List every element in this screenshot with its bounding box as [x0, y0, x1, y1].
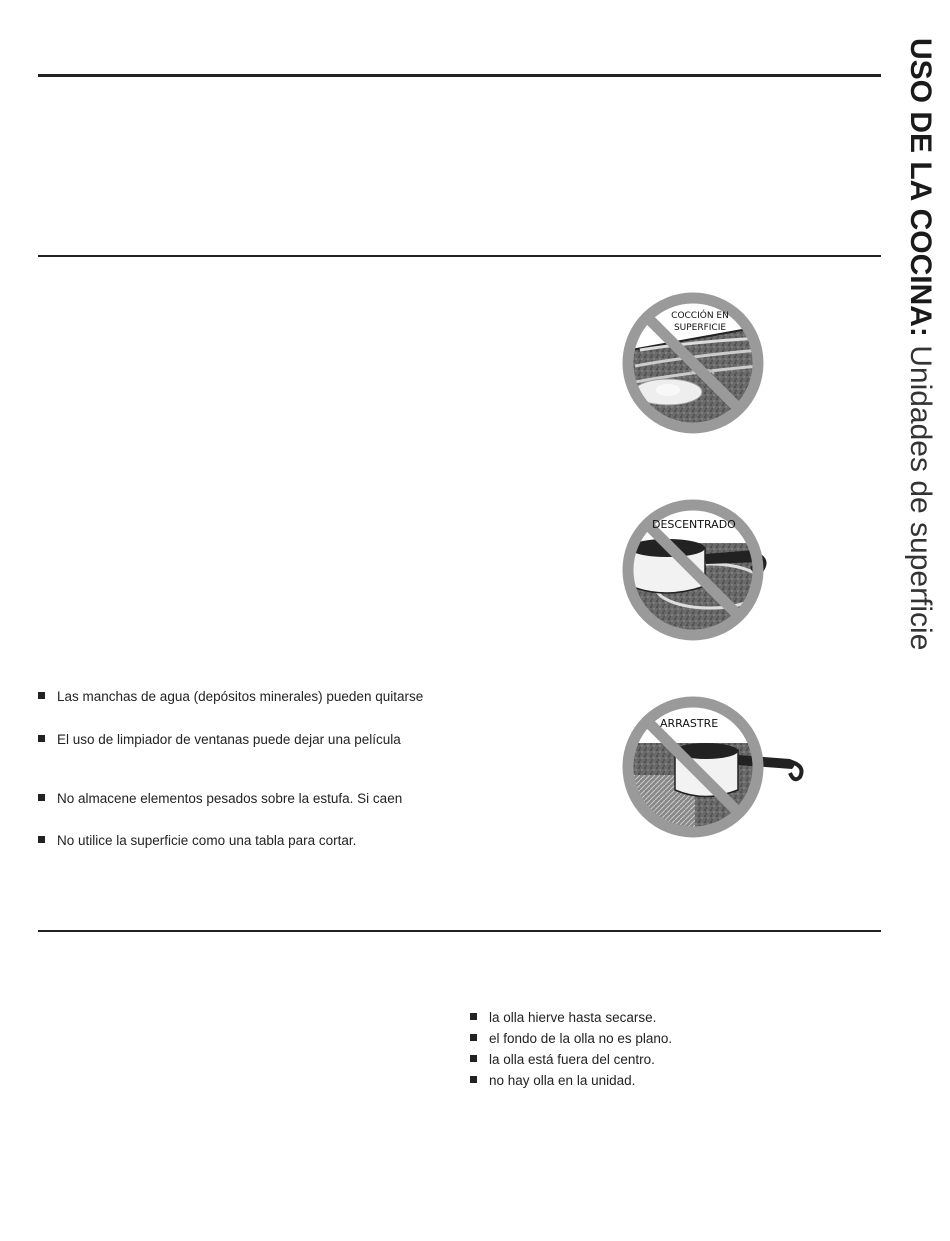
bullet-square-icon: [470, 1076, 477, 1083]
no-dragging-pot-icon: [620, 695, 805, 840]
no-off-center-pot-icon: [620, 498, 780, 643]
list-item: la olla hierve hasta secarse.: [470, 1010, 656, 1025]
side-title-bold: USO DE LA COCINA:: [904, 38, 937, 337]
bullet-square-icon: [38, 692, 45, 699]
list-item: No utilice la superficie como una tabla para cortar.: [38, 833, 356, 848]
list-item: la olla está fuera del centro.: [470, 1052, 655, 1067]
bullet-square-icon: [470, 1055, 477, 1062]
list-item: El uso de limpiador de ventanas puede dejar una película: [38, 732, 401, 747]
list-item: Las manchas de agua (depósitos minerales) pueden quitarse: [38, 689, 423, 704]
list-item: no hay olla en la unidad.: [470, 1073, 635, 1088]
bullet-square-icon: [470, 1034, 477, 1041]
illustration-label: COCCIÓN EN SUPERFICIE: [671, 311, 729, 333]
section-divider-1: [38, 255, 881, 257]
bullet-square-icon: [38, 836, 45, 843]
list-item: el fondo de la olla no es plano.: [470, 1031, 672, 1046]
list-item: No almacene elementos pesados sobre la estufa. Si caen: [38, 791, 402, 806]
bullet-square-icon: [38, 735, 45, 742]
side-title-light: Unidades de superficie: [904, 336, 937, 651]
section-divider-2: [38, 930, 881, 932]
top-divider: [38, 74, 881, 77]
bullet-square-icon: [38, 794, 45, 801]
bullet-square-icon: [470, 1013, 477, 1020]
illustration-label: DESCENTRADO: [652, 518, 736, 531]
page-side-title: [896, 38, 944, 698]
illustration-label: ARRASTRE: [660, 717, 719, 730]
no-cooking-on-surface-icon: [620, 290, 770, 438]
